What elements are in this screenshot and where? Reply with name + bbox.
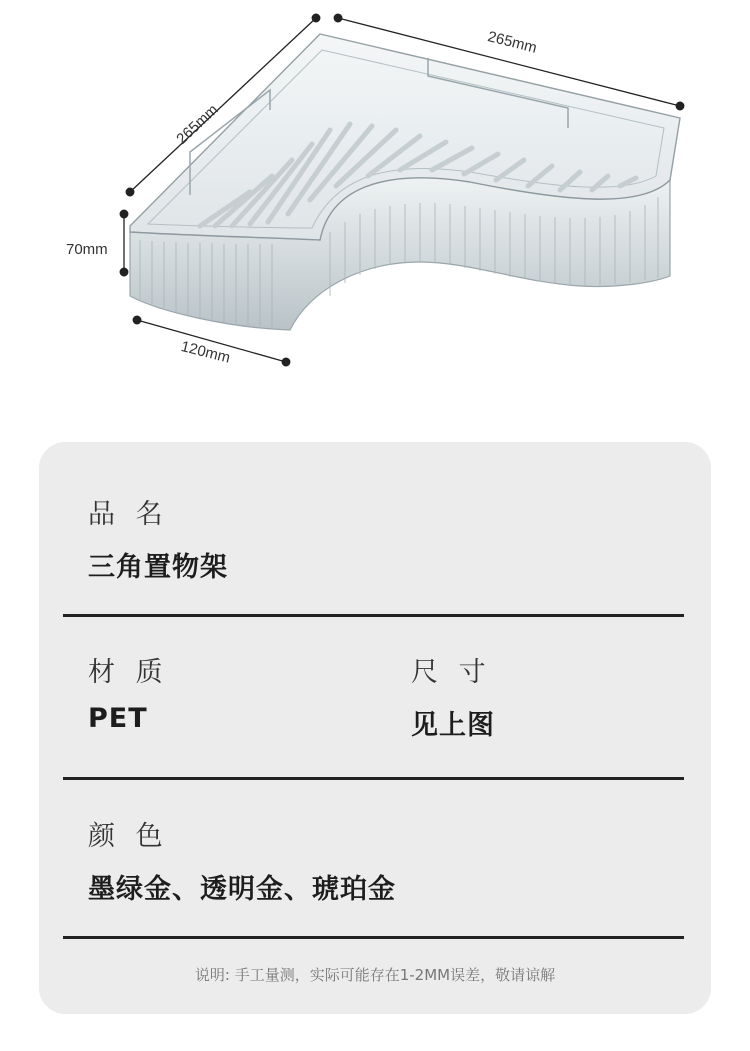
dimension-label-top-right: 265mm <box>485 28 539 57</box>
dimension-label-height: 70mm <box>66 241 108 258</box>
dimension-label-depth: 120mm <box>179 338 232 367</box>
divider <box>63 936 684 939</box>
spec-card <box>39 442 711 1014</box>
dimension-label-top-left: 265mm <box>173 101 222 148</box>
divider <box>63 614 684 617</box>
divider <box>63 777 684 780</box>
color-value: 墨绿金、透明金、琥珀金 <box>88 874 396 905</box>
name-value: 三角置物架 <box>88 552 228 583</box>
measurement-note: 说明: 手工量测，实际可能存在1-2MM误差，敬请谅解 <box>194 966 556 984</box>
material-label: 材 质 <box>88 657 169 688</box>
material-value: PET <box>88 703 148 734</box>
color-label: 颜 色 <box>88 821 169 852</box>
size-value: 见上图 <box>411 710 495 741</box>
size-label: 尺 寸 <box>411 657 492 688</box>
product-illustration <box>0 0 750 400</box>
name-label: 品 名 <box>88 499 169 530</box>
